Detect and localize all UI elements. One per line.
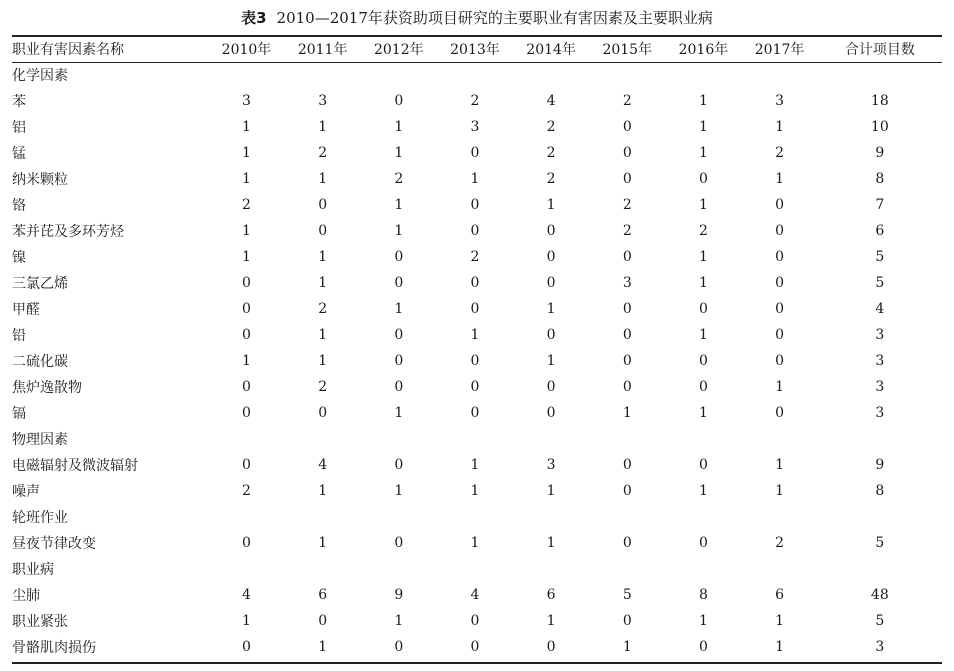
year-count-cell: 1	[546, 353, 556, 369]
year-count-cell: 0	[242, 327, 251, 343]
total-cell: 8	[875, 171, 885, 187]
year-count-cell: 0	[394, 249, 404, 265]
year-count-cell: 0	[546, 379, 556, 395]
year-count-cell: 1	[698, 93, 708, 109]
year-count-cell: 0	[470, 145, 480, 161]
factor-name: 镍	[12, 250, 26, 266]
empty-cell	[437, 62, 513, 88]
year-count-cell: 3	[470, 119, 480, 135]
total-cell: 9	[875, 145, 885, 161]
total-cell: 5	[875, 613, 885, 629]
year-count-cell: 1	[698, 483, 708, 499]
year-count-cell: 0	[546, 639, 556, 655]
year-count-cell: 0	[470, 301, 480, 317]
year-count-cell: 0	[470, 613, 480, 629]
year-count-cell: 3	[546, 457, 556, 473]
year-count-cell: 1	[242, 223, 251, 239]
year-count-cell: 0	[242, 301, 251, 317]
year-count-cell: 3	[318, 93, 328, 109]
bottom-rule	[12, 662, 942, 664]
table-row	[12, 452, 942, 478]
year-count-cell: 0	[622, 145, 632, 161]
table-row	[12, 244, 942, 270]
total-cell: 9	[875, 457, 885, 473]
empty-cell	[742, 62, 818, 88]
factor-name: 三氯乙烯	[12, 276, 68, 292]
year-count-cell: 8	[698, 587, 708, 603]
empty-cell	[589, 426, 665, 452]
year-count-cell: 1	[394, 613, 404, 629]
year-count-cell: 5	[622, 587, 632, 603]
year-count-cell: 1	[470, 457, 480, 473]
empty-cell	[285, 62, 361, 88]
table-row	[12, 322, 942, 348]
empty-cell	[818, 504, 942, 530]
year-count-cell: 1	[318, 119, 328, 135]
year-count-cell: 1	[775, 457, 785, 473]
column-header: 职业有害因素名称	[12, 42, 124, 58]
year-count-cell: 0	[775, 327, 785, 343]
empty-cell	[285, 556, 361, 582]
empty-cell	[208, 504, 284, 530]
year-count-cell: 0	[394, 457, 404, 473]
year-count-cell: 1	[318, 249, 328, 265]
year-count-cell: 0	[470, 275, 480, 291]
year-count-cell: 0	[242, 457, 251, 473]
data-table	[12, 36, 942, 660]
empty-cell	[818, 426, 942, 452]
year-count-cell: 0	[698, 301, 708, 317]
table-row	[12, 270, 942, 296]
year-count-cell: 2	[622, 93, 632, 109]
table-row	[12, 140, 942, 166]
year-count-cell: 2	[546, 145, 556, 161]
year-count-cell: 0	[242, 639, 251, 655]
year-count-cell: 9	[394, 587, 404, 603]
year-count-cell: 1	[622, 639, 632, 655]
total-cell: 3	[875, 639, 885, 655]
section-row	[12, 62, 942, 88]
year-count-cell: 2	[470, 249, 480, 265]
factor-name: 铅	[12, 328, 26, 344]
year-count-cell: 1	[470, 327, 480, 343]
empty-cell	[818, 556, 942, 582]
year-count-cell: 1	[698, 405, 708, 421]
section-heading: 物理因素	[12, 432, 68, 448]
year-count-cell: 0	[622, 353, 632, 369]
factor-name: 苯并芘及多环芳烃	[12, 224, 124, 240]
total-cell: 5	[875, 275, 885, 291]
year-count-cell: 0	[546, 327, 556, 343]
year-count-cell: 0	[622, 457, 632, 473]
column-header: 2014年	[526, 42, 576, 58]
year-count-cell: 2	[470, 93, 480, 109]
year-count-cell: 2	[775, 145, 785, 161]
year-count-cell: 0	[242, 535, 251, 551]
year-count-cell: 0	[470, 223, 480, 239]
year-count-cell: 1	[242, 613, 251, 629]
table-title: 2010—2017年获资助项目研究的主要职业有害因素及主要职业病	[276, 9, 713, 27]
year-count-cell: 1	[546, 301, 556, 317]
section-row	[12, 556, 942, 582]
year-count-cell: 1	[318, 639, 328, 655]
total-cell: 5	[875, 249, 885, 265]
empty-cell	[742, 556, 818, 582]
year-count-cell: 0	[775, 249, 785, 265]
year-count-cell: 3	[242, 93, 251, 109]
year-count-cell: 1	[470, 483, 480, 499]
year-count-cell: 1	[318, 171, 328, 187]
year-count-cell: 0	[775, 223, 785, 239]
total-cell: 4	[875, 301, 885, 317]
header-row	[12, 36, 942, 62]
year-count-cell: 1	[394, 483, 404, 499]
year-count-cell: 1	[318, 353, 328, 369]
year-count-cell: 1	[775, 119, 785, 135]
empty-cell	[208, 426, 284, 452]
year-count-cell: 0	[546, 405, 556, 421]
year-count-cell: 0	[775, 405, 785, 421]
column-header: 2010年	[221, 42, 272, 58]
year-count-cell: 1	[546, 483, 556, 499]
factor-name: 焦炉逸散物	[12, 380, 82, 396]
table-row	[12, 608, 942, 634]
factor-name: 昼夜节律改变	[12, 536, 96, 552]
factor-name: 纳米颗粒	[12, 172, 68, 188]
year-count-cell: 0	[394, 353, 404, 369]
year-count-cell: 2	[318, 301, 328, 317]
empty-cell	[513, 556, 589, 582]
year-count-cell: 1	[775, 639, 785, 655]
year-count-cell: 1	[775, 171, 785, 187]
year-count-cell: 0	[318, 223, 328, 239]
empty-cell	[589, 62, 665, 88]
year-count-cell: 0	[698, 353, 708, 369]
year-count-cell: 0	[470, 405, 480, 421]
year-count-cell: 1	[242, 145, 251, 161]
year-count-cell: 4	[242, 587, 251, 603]
total-cell: 7	[875, 197, 885, 213]
total-cell: 3	[875, 327, 885, 343]
year-count-cell: 4	[470, 587, 480, 603]
year-count-cell: 0	[775, 301, 785, 317]
factor-name: 电磁辐射及微波辐射	[12, 458, 138, 474]
year-count-cell: 1	[698, 249, 708, 265]
year-count-cell: 1	[622, 405, 632, 421]
year-count-cell: 0	[698, 639, 708, 655]
year-count-cell: 0	[622, 379, 632, 395]
factor-name: 职业紧张	[12, 614, 68, 630]
year-count-cell: 0	[470, 379, 480, 395]
year-count-cell: 0	[242, 379, 251, 395]
year-count-cell: 1	[394, 405, 404, 421]
year-count-cell: 0	[622, 119, 632, 135]
year-count-cell: 0	[775, 197, 785, 213]
year-count-cell: 1	[470, 535, 480, 551]
total-cell: 48	[870, 587, 889, 603]
empty-cell	[437, 426, 513, 452]
year-count-cell: 0	[775, 353, 785, 369]
year-count-cell: 1	[318, 275, 328, 291]
factor-name: 苯	[12, 94, 26, 110]
factor-name: 镉	[12, 406, 26, 422]
year-count-cell: 1	[318, 483, 328, 499]
year-count-cell: 2	[775, 535, 785, 551]
empty-cell	[513, 426, 589, 452]
year-count-cell: 0	[622, 483, 632, 499]
empty-cell	[742, 426, 818, 452]
year-count-cell: 1	[394, 301, 404, 317]
year-count-cell: 0	[394, 639, 404, 655]
year-count-cell: 0	[775, 275, 785, 291]
empty-cell	[361, 62, 437, 88]
year-count-cell: 1	[775, 379, 785, 395]
total-cell: 6	[875, 223, 885, 239]
year-count-cell: 0	[470, 639, 480, 655]
year-count-cell: 0	[394, 93, 404, 109]
total-cell: 18	[870, 93, 889, 109]
year-count-cell: 6	[318, 587, 328, 603]
year-count-cell: 2	[546, 119, 556, 135]
year-count-cell: 0	[698, 379, 708, 395]
year-count-cell: 1	[698, 145, 708, 161]
factor-name: 二硫化碳	[12, 354, 68, 370]
empty-cell	[665, 62, 741, 88]
year-count-cell: 2	[546, 171, 556, 187]
empty-cell	[665, 504, 741, 530]
empty-cell	[361, 556, 437, 582]
table-row	[12, 114, 942, 140]
empty-cell	[665, 556, 741, 582]
year-count-cell: 2	[242, 197, 251, 213]
year-count-cell: 1	[775, 613, 785, 629]
year-count-cell: 1	[775, 483, 785, 499]
year-count-cell: 1	[394, 223, 404, 239]
table-row	[12, 582, 942, 608]
year-count-cell: 3	[775, 93, 785, 109]
column-header: 2016年	[678, 42, 729, 58]
empty-cell	[742, 504, 818, 530]
year-count-cell: 0	[394, 535, 404, 551]
table-caption	[0, 8, 954, 28]
empty-cell	[513, 504, 589, 530]
year-count-cell: 0	[698, 457, 708, 473]
factor-name: 尘肺	[12, 588, 40, 604]
year-count-cell: 1	[318, 327, 328, 343]
column-header: 2013年	[450, 42, 500, 58]
year-count-cell: 2	[698, 223, 708, 239]
total-cell: 5	[875, 535, 885, 551]
year-count-cell: 2	[394, 171, 404, 187]
total-cell: 3	[875, 379, 885, 395]
year-count-cell: 0	[622, 613, 632, 629]
year-count-cell: 0	[242, 405, 251, 421]
table-row	[12, 400, 942, 426]
year-count-cell: 3	[622, 275, 632, 291]
year-count-cell: 1	[546, 197, 556, 213]
year-count-cell: 0	[622, 535, 632, 551]
empty-cell	[285, 426, 361, 452]
total-cell: 3	[875, 405, 885, 421]
table-row	[12, 166, 942, 192]
factor-name: 甲醛	[12, 302, 40, 318]
year-count-cell: 2	[318, 379, 328, 395]
empty-cell	[208, 556, 284, 582]
table-row	[12, 530, 942, 556]
factor-name: 锰	[12, 146, 26, 162]
table-row	[12, 296, 942, 322]
year-count-cell: 0	[318, 197, 328, 213]
factor-name: 骨骼肌肉损伤	[12, 640, 96, 656]
year-count-cell: 1	[698, 275, 708, 291]
table-row	[12, 348, 942, 374]
year-count-cell: 0	[698, 171, 708, 187]
section-heading: 职业病	[12, 562, 54, 578]
year-count-cell: 4	[546, 93, 556, 109]
year-count-cell: 1	[698, 327, 708, 343]
year-count-cell: 1	[394, 145, 404, 161]
table-row	[12, 88, 942, 114]
empty-cell	[437, 504, 513, 530]
year-count-cell: 1	[470, 171, 480, 187]
empty-cell	[208, 62, 284, 88]
total-cell: 3	[875, 353, 885, 369]
section-heading: 化学因素	[12, 68, 68, 84]
year-count-cell: 2	[318, 145, 328, 161]
year-count-cell: 0	[546, 249, 556, 265]
year-count-cell: 1	[394, 197, 404, 213]
empty-cell	[513, 62, 589, 88]
empty-cell	[818, 62, 942, 88]
table-body	[12, 62, 942, 660]
table-row	[12, 374, 942, 400]
factor-name: 铝	[12, 120, 26, 136]
year-count-cell: 1	[394, 119, 404, 135]
year-count-cell: 1	[698, 613, 708, 629]
empty-cell	[437, 556, 513, 582]
year-count-cell: 0	[242, 275, 251, 291]
year-count-cell: 1	[242, 171, 251, 187]
column-header: 2011年	[297, 42, 348, 58]
year-count-cell: 1	[698, 119, 708, 135]
empty-cell	[285, 504, 361, 530]
year-count-cell: 2	[622, 223, 632, 239]
total-cell: 8	[875, 483, 885, 499]
column-header: 2015年	[602, 42, 653, 58]
column-header: 合计项目数	[844, 42, 915, 58]
year-count-cell: 0	[394, 275, 404, 291]
year-count-cell: 0	[622, 249, 632, 265]
year-count-cell: 1	[318, 535, 328, 551]
year-count-cell: 0	[394, 379, 404, 395]
table-row	[12, 634, 942, 660]
year-count-cell: 0	[394, 327, 404, 343]
year-count-cell: 0	[546, 223, 556, 239]
empty-cell	[361, 426, 437, 452]
year-count-cell: 1	[242, 249, 251, 265]
year-count-cell: 0	[622, 171, 632, 187]
empty-cell	[589, 556, 665, 582]
factor-name: 噪声	[12, 484, 40, 500]
year-count-cell: 0	[318, 613, 328, 629]
table-row	[12, 478, 942, 504]
empty-cell	[361, 504, 437, 530]
year-count-cell: 2	[242, 483, 251, 499]
year-count-cell: 6	[546, 587, 556, 603]
section-row	[12, 504, 942, 530]
year-count-cell: 1	[546, 535, 556, 551]
year-count-cell: 0	[622, 327, 632, 343]
empty-cell	[665, 426, 741, 452]
year-count-cell: 1	[242, 119, 251, 135]
total-cell: 10	[870, 119, 889, 135]
year-count-cell: 4	[318, 457, 328, 473]
year-count-cell: 1	[546, 613, 556, 629]
year-count-cell: 6	[775, 587, 785, 603]
year-count-cell: 2	[622, 197, 632, 213]
year-count-cell: 0	[622, 301, 632, 317]
factor-name: 铬	[12, 198, 26, 214]
year-count-cell: 0	[546, 275, 556, 291]
year-count-cell: 0	[470, 197, 480, 213]
year-count-cell: 0	[318, 405, 328, 421]
year-count-cell: 0	[470, 353, 480, 369]
empty-cell	[589, 504, 665, 530]
section-row	[12, 426, 942, 452]
table-row	[12, 218, 942, 244]
column-header: 2017年	[754, 42, 805, 58]
column-header: 2012年	[373, 42, 424, 58]
section-heading: 轮班作业	[12, 510, 68, 526]
year-count-cell: 1	[242, 353, 251, 369]
year-count-cell: 0	[698, 535, 708, 551]
year-count-cell: 1	[698, 197, 708, 213]
table-label: 表3	[241, 9, 267, 27]
table-row	[12, 192, 942, 218]
